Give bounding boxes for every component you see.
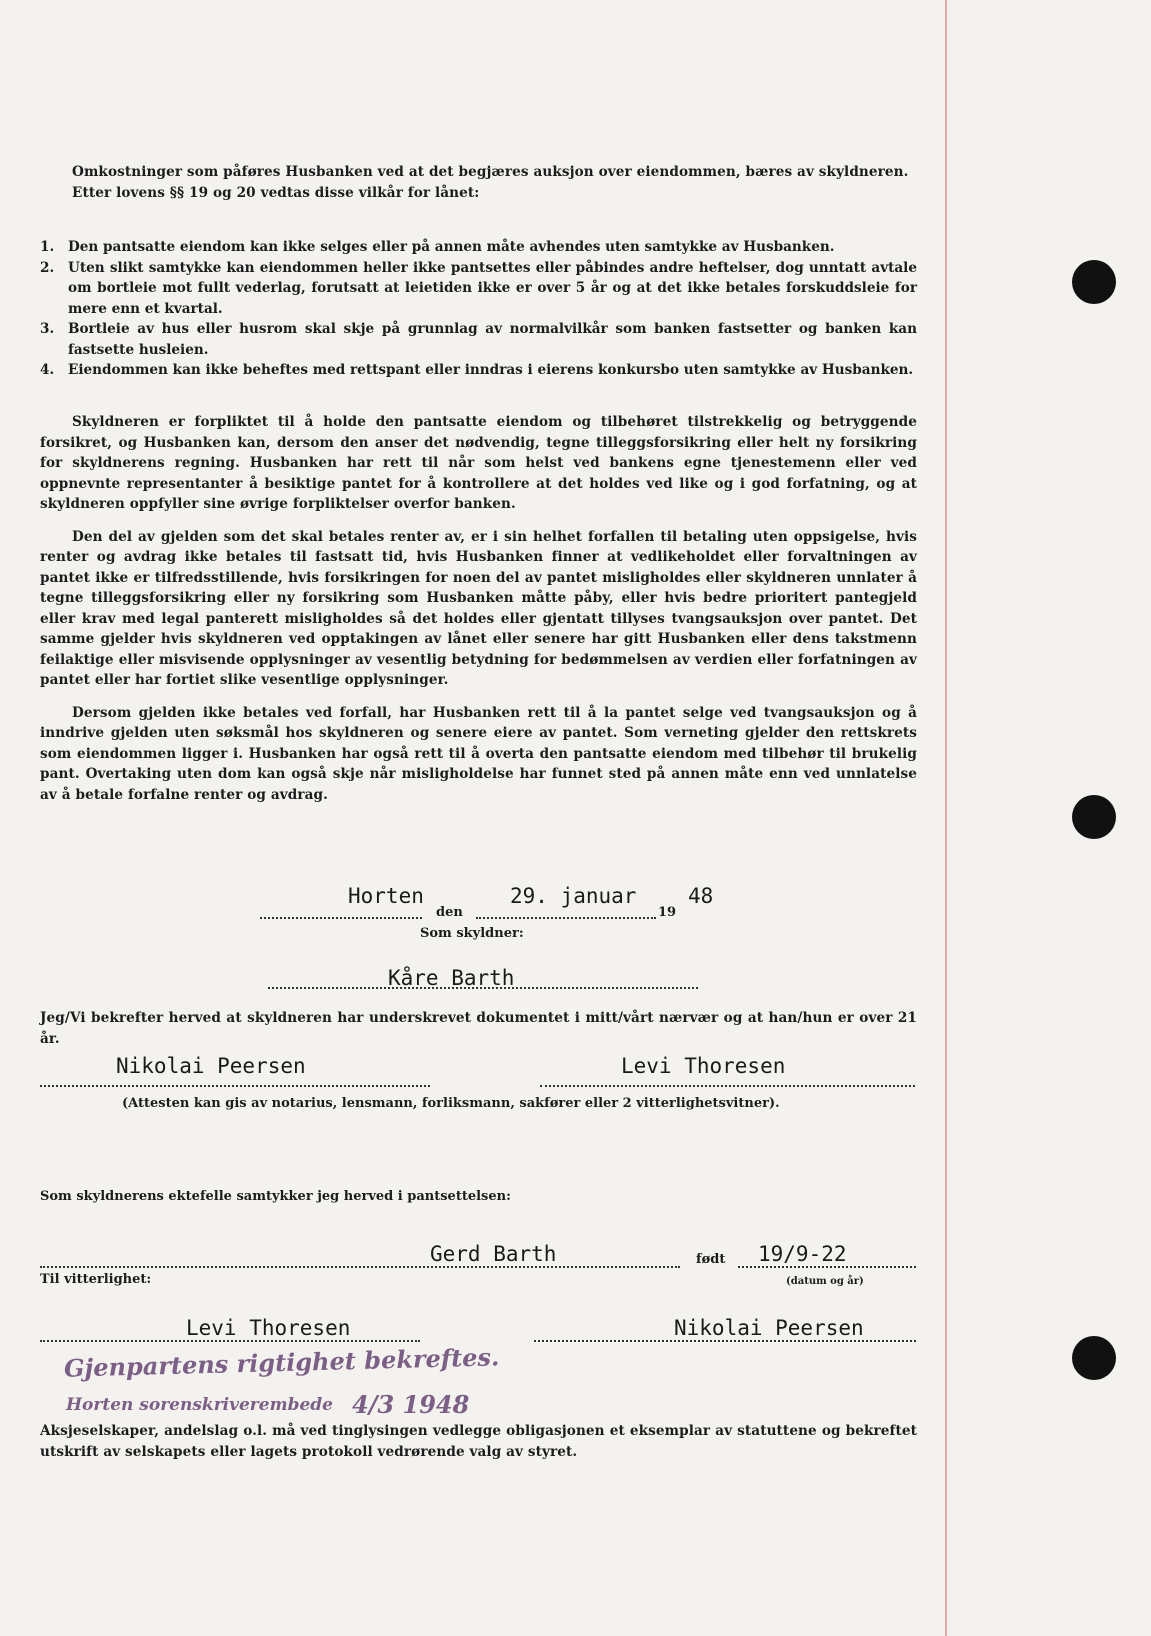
list-item (40, 319, 917, 360)
spouse-statement: Som skyldnerens ektefelle samtykker jeg herved i pantsettelsen: (40, 1189, 511, 1204)
list-number: 1. (40, 239, 55, 255)
margin-line (945, 0, 947, 1636)
list-text: Uten slikt samtykke kan eiendommen heller ikke pantsettes eller påbindes andre heftelser, dog unntatt avtale om bortleie mot fullt vederlag, forutsatt at leietiden ikke er over 5 år og at det ikke betales forskuddsleie for mere enn et kvartal. (68, 259, 917, 317)
list-item (40, 360, 917, 381)
paragraph-insurance: Skyldneren er forpliktet til å holde den pantsatte eiendom og tilbehøret tilstrekkelig og betryggende forsikret, og Husbanken kan, dersom den anser det nødvendig, tegne tilleggsforsikring eller helt ny forsikring for skyldnerens regning. Husbanken har rett til når som helst ved bankens egne tjenestemenn eller ved oppnevnte representanter å besiktige pantet for å kontrollere at det holdes ved like og i god forfatning, og at skyldneren oppfyller sine øvrige forpliktelser overfor banken. (40, 414, 917, 512)
punch-hole (1072, 795, 1116, 839)
footer-text: Aksjeselskaper, andelslag o.l. må ved tinglysingen vedlegge obligasjonen et eksemplar av statuttene og bekreftet utskrift av selskapets eller lagets protokoll vedrørende valg av styret. (40, 1423, 917, 1460)
signature-line (40, 1085, 430, 1087)
witness-statement (40, 1008, 917, 1049)
list-text: Bortleie av hus eller husrom skal skje på grunnlag av normalvilkår som banken fastsetter og banken kan fastsette husleien. (68, 321, 917, 358)
intro-text (40, 162, 917, 203)
dotted-line (738, 1266, 916, 1268)
spouse-witness1-signature: Levi Thoresen (186, 1316, 351, 1340)
signature-line (540, 1085, 915, 1087)
paragraph-enforcement: Dersom gjelden ikke betales ved forfall, har Husbanken rett til å la pantet selge ved tvangsauksjon og å inndrive gjelden uten søksmål hos skyldneren og senere eiere av pantet. Som verneting gjelder den rettskrets som eiendommen ligger i. Husbanken har også rett til å overta den pantsatte eiendom med tilbehør til brukelig pant. Overtaking uten dom kan også skje når misligholdelse har funnet sted på annen måte enn ved unnlatelse av å betale forfalne renter og avdrag. (40, 704, 917, 803)
conditions-list (40, 237, 917, 381)
witness-statement-text: Jeg/Vi bekrefter herved at skyldneren har underskrevet dokumentet i mitt/vårt nærvær og at han/hun er over 21 år. (40, 1010, 917, 1047)
list-number: 3. (40, 321, 55, 337)
certification-stamp: Gjenpartens rigtighet bekreftes. (63, 1342, 500, 1383)
spouse-witness2-signature: Nikolai Peersen (674, 1316, 864, 1340)
signature-line (40, 1340, 420, 1342)
witness2-signature: Levi Thoresen (621, 1054, 786, 1078)
list-item (40, 258, 917, 320)
date-hint: (datum og år) (786, 1276, 864, 1287)
list-number: 4. (40, 362, 55, 378)
list-item (40, 237, 917, 258)
punch-hole (1072, 260, 1116, 304)
paragraph-costs: Omkostninger som påføres Husbanken ved at det begjæres auksjon over eiendommen, bæres av skyldneren. (72, 164, 909, 180)
punch-hole (1072, 1336, 1116, 1380)
date-field: 29. januar (510, 884, 637, 908)
den-label: den (436, 905, 463, 920)
witness1-signature: Nikolai Peersen (116, 1054, 306, 1078)
year-field: 48 (688, 884, 714, 908)
list-text: Eiendommen kan ikke beheftes med rettspant eller inndras i eierens konkursbo uten samtykke av Husbanken. (68, 362, 914, 378)
footer-note (40, 1421, 917, 1462)
signature-line (534, 1340, 916, 1342)
dotted-line (260, 917, 422, 919)
list-number: 2. (40, 259, 55, 276)
place-field: Horten (348, 884, 424, 908)
debtor-role-label: Som skyldner: (420, 926, 524, 941)
attest-note: (Attesten kan gis av notarius, lensmann, forliksmann, sakfører eller 2 vitterlighetsvitner). (122, 1096, 780, 1111)
stamp-date: 4/3 1948 (352, 1390, 470, 1419)
born-date: 19/9-22 (758, 1242, 847, 1266)
witness-label: Til vitterlighet: (40, 1272, 152, 1287)
spouse-signature: Gerd Barth (430, 1242, 557, 1266)
paragraph-conditions-intro: Etter lovens §§ 19 og 20 vedtas disse vilkår for lånet: (72, 184, 480, 201)
signature-line (40, 1266, 680, 1268)
debtor-signature: Kåre Barth (388, 966, 515, 990)
stamp-office: Horten sorenskriverembede (66, 1395, 333, 1415)
year-prefix: 19 (658, 905, 677, 920)
born-label: født (696, 1252, 726, 1267)
body-text (40, 412, 917, 805)
dotted-line (476, 917, 656, 919)
paragraph-default: Den del av gjelden som det skal betales renter av, er i sin helhet forfallen til betaling uten oppsigelse, hvis renter og avdrag ikke betales til fastsatt tid, hvis Husbanken finner at vedlikeholdet eller forvaltningen av pantet ikke er tilfredsstillende, hvis forsikringen for noen del av pantet misligholdes eller skyldneren unnlater å tegne tilleggsforsikring eller ny forsikring som Husbanken måtte påby, eller hvis bedre prioritert pantegjeld eller krav med legal panterett misligholdes så det holdes eller gjentatt tillyses tvangsauksjon over pantet. Det samme gjelder hvis skyldneren ved opptakingen av lånet eller senere har gitt Husbanken eller dens takstmenn feilaktige eller misvisende opplysninger av vesentlig betydning for bedømmelsen av verdien eller forfatningen av pantet eller har fortiet slike vesentlige opplysninger. (40, 528, 917, 688)
list-text: Den pantsatte eiendom kan ikke selges eller på annen måte avhendes uten samtykke av Husbanken. (68, 239, 835, 255)
